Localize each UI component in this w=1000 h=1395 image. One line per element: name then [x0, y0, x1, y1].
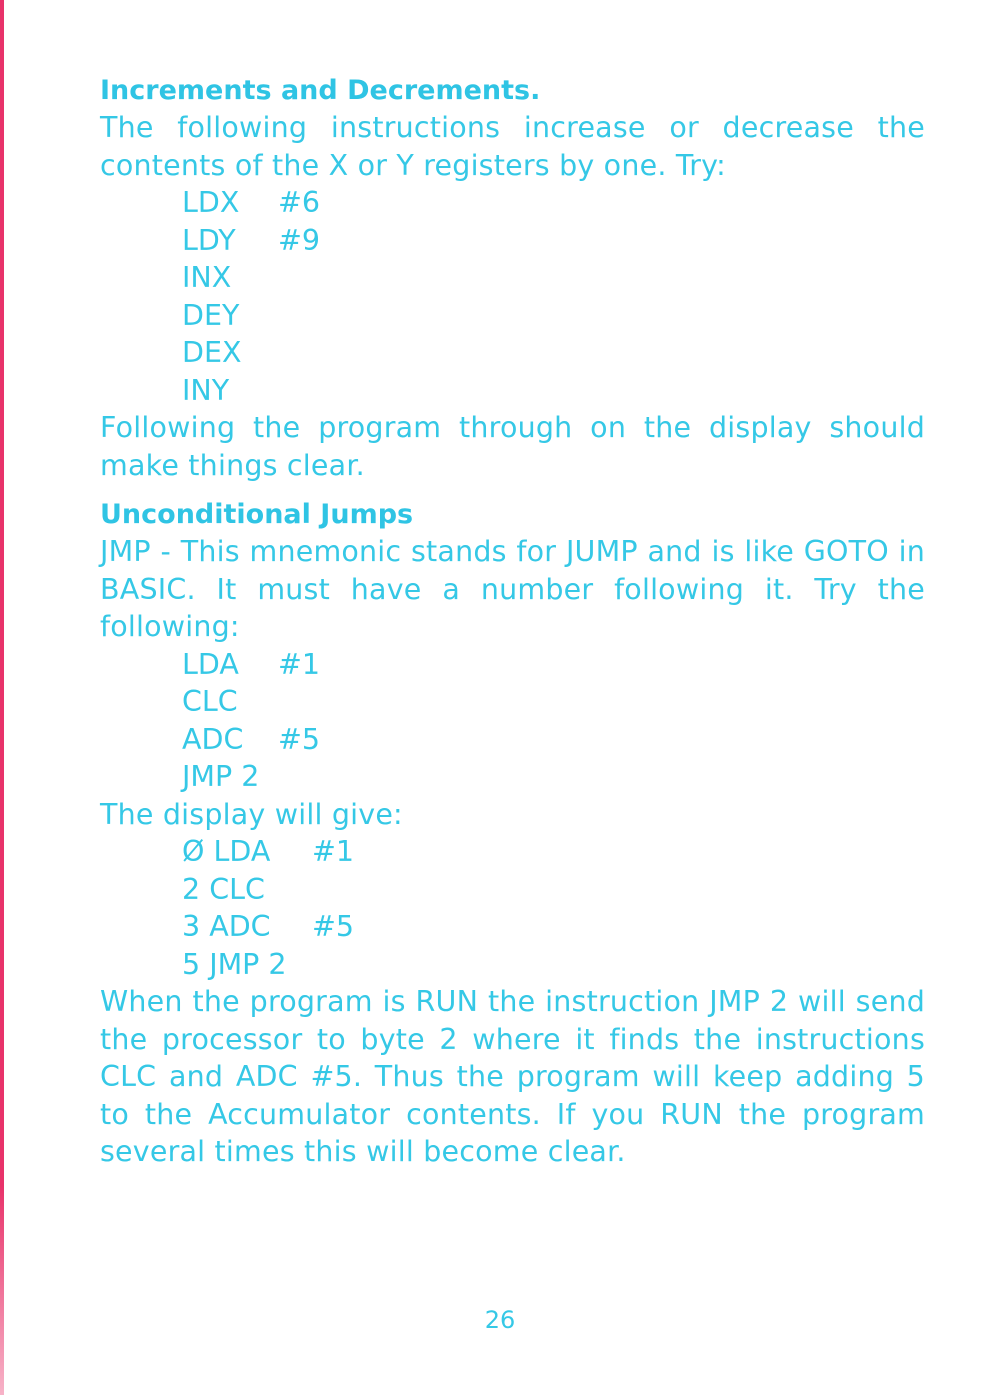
- jumps-code-block: [100, 646, 925, 796]
- code-line: JMP 2: [182, 760, 260, 793]
- listing-line: 5 JMP 2: [182, 947, 287, 981]
- code-line: INX: [182, 261, 232, 294]
- code-line: DEX: [182, 336, 242, 369]
- display-intro-paragraph: The display will give:: [100, 797, 403, 831]
- listing-line: 3 ADC #5: [182, 910, 355, 943]
- listing-line: 2 CLC: [182, 872, 265, 906]
- increments-code-block: [100, 184, 925, 409]
- code-line: LDA #1: [182, 647, 321, 681]
- code-line: LDX #6: [182, 186, 321, 219]
- jumps-explanation-paragraph: When the program is RUN the instruction JMP 2 will send the processor to byte 2 where it finds the instructions CLC and ADC #5. Thus the program will keep adding 5 to the Accumulator contents. If you RUN the program several times this will become clear.: [100, 985, 925, 1168]
- code-line: INY: [182, 373, 230, 407]
- code-line: CLC: [182, 685, 238, 718]
- code-line: DEY: [182, 298, 240, 332]
- section-heading-increments: Increments and Decrements.: [100, 75, 541, 106]
- jumps-intro-paragraph: JMP - This mnemonic stands for JUMP and is like GOTO in BASIC. It must have a number following it. Try the following:: [100, 535, 925, 643]
- listing-line: Ø LDA #1: [182, 835, 355, 868]
- page-edge-stripe: [0, 0, 4, 1395]
- increments-intro-paragraph: The following instructions increase or decrease the contents of the X or Y registers by one. Try:: [100, 111, 925, 182]
- section-heading-jumps: Unconditional Jumps: [100, 499, 414, 530]
- page-content: [100, 72, 925, 1171]
- code-line: LDY #9: [182, 223, 321, 257]
- increments-followup-paragraph: Following the program through on the display should make things clear.: [100, 411, 925, 482]
- page-number: 26: [484, 1306, 516, 1334]
- display-listing-block: [100, 833, 925, 983]
- code-line: ADC #5: [182, 722, 321, 756]
